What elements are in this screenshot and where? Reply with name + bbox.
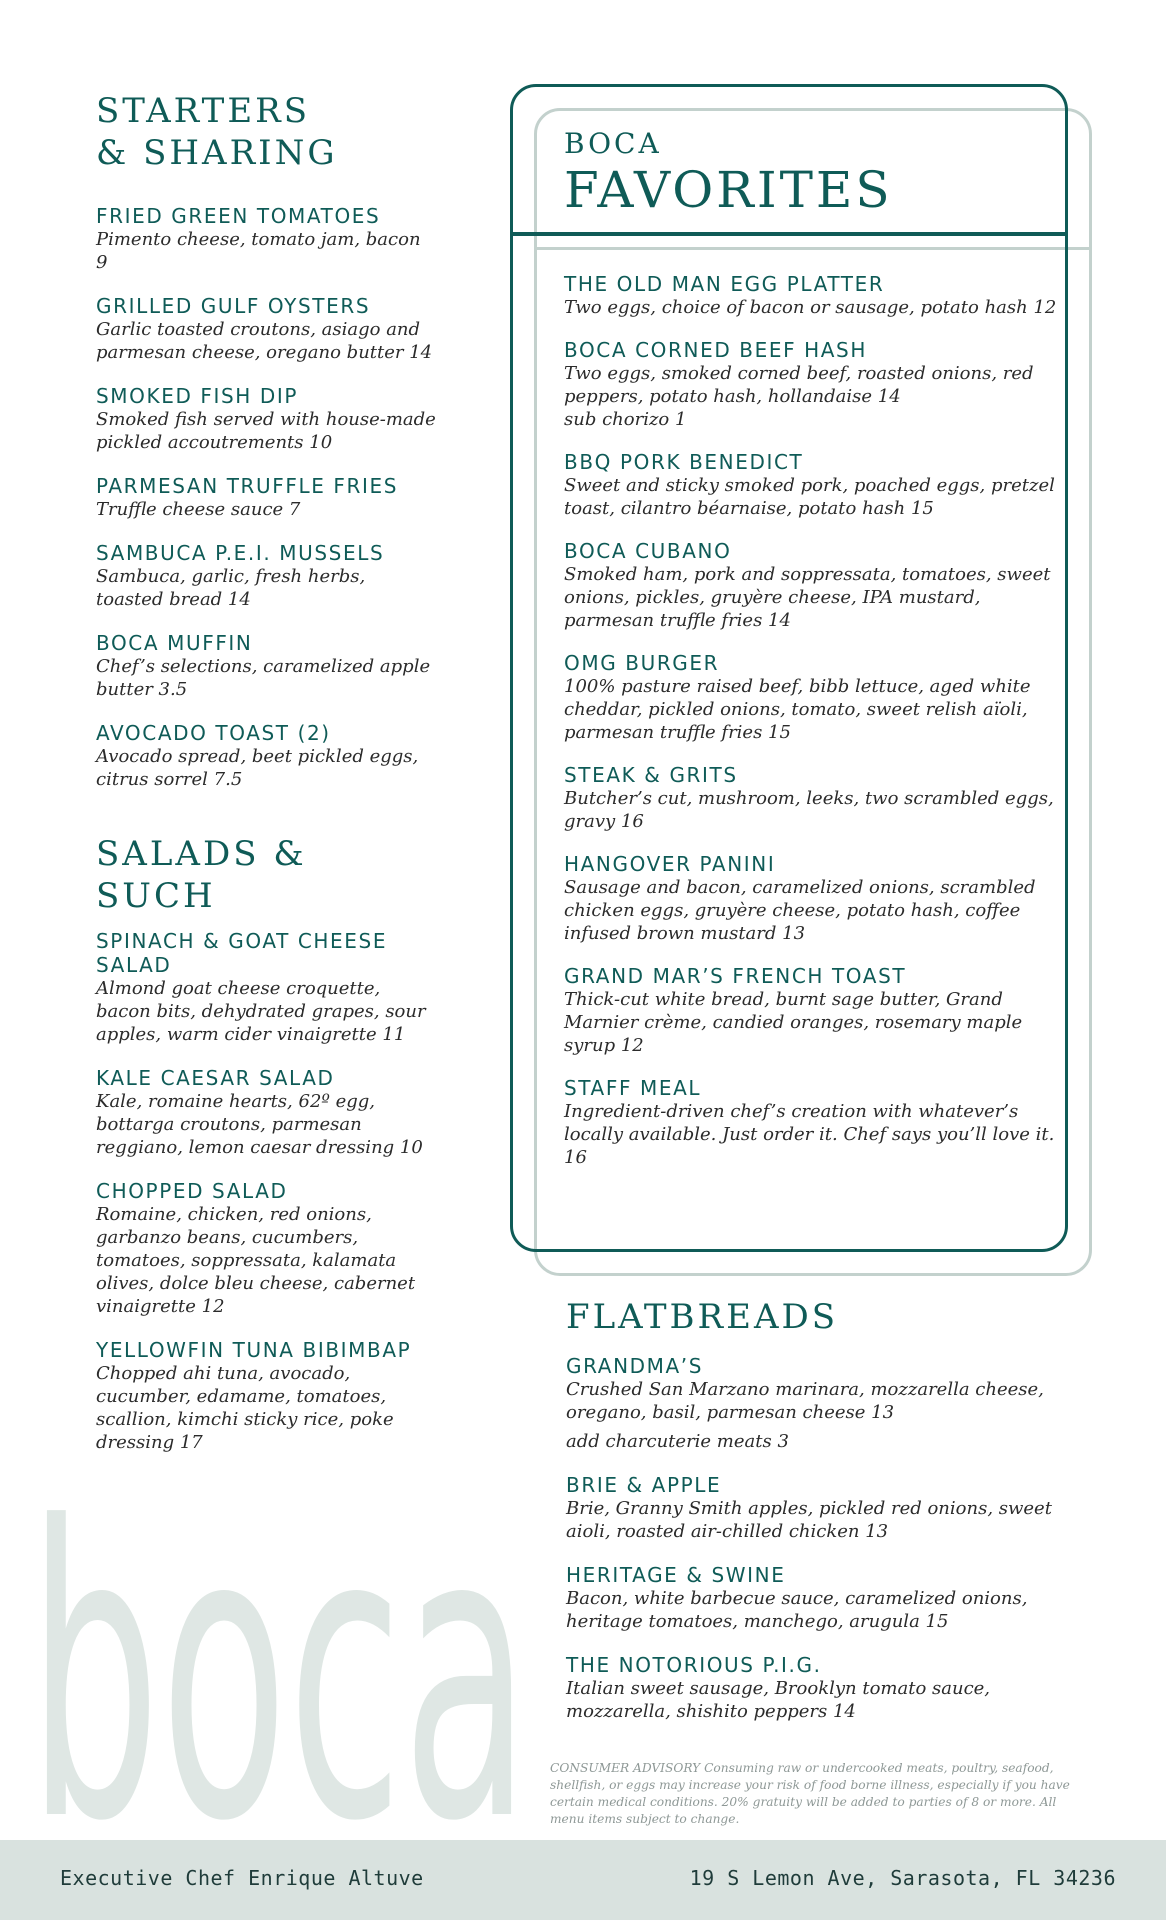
menu-item: [96, 631, 436, 701]
starters-section: [96, 90, 436, 791]
executive-chef: Executive Chef Enrique Altuve: [60, 1866, 424, 1890]
left-column: [96, 90, 436, 1474]
menu-item: [96, 1179, 436, 1318]
menu-item-description: Two eggs, smoked corned beef, roasted onions, red peppers, potato hash, hollandaise 14: [564, 363, 1034, 407]
menu-item-description: Brie, Granny Smith apples, pickled red onions, sweet aioli, roasted air-chilled chicken 13: [566, 1498, 1052, 1542]
menu-item: [96, 384, 436, 454]
favorites-divider: [510, 232, 1068, 236]
menu-item-description: Garlic toasted croutons, asiago and parmesan cheese, oregano butter 14: [96, 319, 433, 363]
menu-item-description: Chopped ahi tuna, avocado, cucumber, edamame, tomatoes, scallion, kimchi sticky rice, poke dressing 17: [96, 1363, 394, 1453]
menu-item-description: Italian sweet sausage, Brooklyn tomato sauce, mozzarella, shishito peppers 14: [566, 1678, 991, 1722]
menu-item: [564, 1076, 1064, 1169]
menu-item: [566, 1354, 1066, 1453]
menu-item: [96, 929, 436, 1046]
menu-item-name: YELLOWFIN TUNA BIBIMBAP: [96, 1338, 412, 1362]
menu-item: [96, 294, 436, 364]
menu-item-description: Bacon, white barbecue sauce, caramelized onions, heritage tomatoes, manchego, arugula 15: [566, 1588, 1028, 1632]
flatbreads-section: [566, 1296, 1066, 1743]
menu-item: [564, 539, 1064, 632]
menu-item-name: STAFF MEAL: [564, 1076, 702, 1100]
menu-item: [564, 964, 1064, 1057]
menu-item-name: BRIE & APPLE: [566, 1473, 722, 1497]
salads-title: SALADS & SUCH: [96, 834, 307, 916]
menu-item: [96, 474, 436, 521]
menu-item-name: THE OLD MAN EGG PLATTER: [564, 272, 885, 296]
menu-item-description: Truffle cheese sauce 7: [96, 499, 301, 520]
consumer-advisory: CONSUMER ADVISORY Consuming raw or undercooked meats, poultry, seafood, shellfish, or eggs may increase your risk of food borne illness, especially if you have certain medical conditions. 20% gratuity will be added to parties of 8 or more. All menu items subject to change.: [550, 1761, 1070, 1826]
menu-item-description: Romaine, chicken, red onions, garbanzo beans, cucumbers, tomatoes, soppressata, kalamata olives, dolce bleu cheese, cabernet vinaigrette 12: [96, 1204, 416, 1317]
menu-item-name: SPINACH & GOAT CHEESE SALAD: [96, 929, 388, 977]
menu-item-name: GRAND MAR’S FRENCH TOAST: [564, 964, 907, 988]
flatbreads-list: [566, 1354, 1066, 1723]
boca-watermark: [28, 1462, 530, 1820]
menu-item-description: Thick-cut white bread, burnt sage butter, Grand Marnier crème, candied oranges, rosemary maple syrup 12: [564, 989, 1023, 1056]
menu-item: [564, 763, 1064, 833]
menu-item-name: THE NOTORIOUS P.I.G.: [566, 1653, 822, 1677]
menu-item: [566, 1473, 1066, 1543]
menu-item: [564, 852, 1064, 945]
menu-item-description: Ingredient-driven chef’s creation with whatever’s locally available. Just order it. Chef says you’ll love it. 16: [564, 1101, 1055, 1168]
starters-title: [96, 90, 436, 174]
starters-title-line1: STARTERS: [96, 91, 311, 131]
favorites-title-small: BOCA: [564, 127, 662, 160]
favorites-header: [564, 128, 893, 220]
starters-title-line2: & SHARING: [96, 133, 338, 173]
menu-item-name: KALE CAESAR SALAD: [96, 1066, 335, 1090]
menu-item-description: Kale, romaine hearts, 62º egg, bottarga croutons, parmesan reggiano, lemon caesar dressing 10: [96, 1091, 423, 1158]
menu-item-name: SMOKED FISH DIP: [96, 384, 299, 408]
menu-item: [96, 541, 436, 611]
menu-item: [96, 204, 436, 274]
menu-item: [96, 721, 436, 791]
menu-item: [564, 338, 1064, 431]
menu-item-description: Sweet and sticky smoked pork, poached eggs, pretzel toast, cilantro béarnaise, potato hash 15: [564, 475, 1055, 519]
menu-item-name: AVOCADO TOAST (2): [96, 721, 331, 745]
menu-item-description: Avocado spread, beet pickled eggs, citrus sorrel 7.5: [96, 746, 419, 790]
menu-item-name: BOCA CORNED BEEF HASH: [564, 338, 867, 362]
menu-item: [566, 1653, 1066, 1723]
menu-item-name: HERITAGE & SWINE: [566, 1563, 786, 1587]
menu-item-addon: add charcuterie meats 3: [566, 1431, 789, 1452]
menu-item-description: Sambuca, garlic, fresh herbs, toasted bread 14: [96, 566, 366, 610]
favorites-title-large: FAVORITES: [564, 161, 893, 219]
menu-item-name: FRIED GREEN TOMATOES: [96, 204, 381, 228]
salads-list: [96, 929, 436, 1454]
salads-section: [96, 833, 436, 1454]
restaurant-address: 19 S Lemon Ave, Sarasota, FL 34236: [689, 1866, 1116, 1890]
menu-item: [566, 1563, 1066, 1633]
menu-item-description: Butcher’s cut, mushroom, leeks, two scrambled eggs, gravy 16: [564, 788, 1054, 832]
menu-item-description: Almond goat cheese croquette, bacon bits, dehydrated grapes, sour apples, warm cider vinaigrette 11: [96, 978, 426, 1045]
flatbreads-title: FLATBREADS: [566, 1297, 839, 1337]
menu-item: [96, 1338, 436, 1454]
menu-item-description: 100% pasture raised beef, bibb lettuce, aged white cheddar, pickled onions, tomato, sweet relish aïoli, parmesan truffle fries 15: [564, 676, 1031, 743]
menu-item: [564, 651, 1064, 744]
menu-item: [564, 272, 1064, 319]
menu-item-description: Sausage and bacon, caramelized onions, scrambled chicken eggs, gruyère cheese, potato hash, coffee infused brown mustard 13: [564, 877, 1036, 944]
menu-item-addon: sub chorizo 1: [564, 409, 687, 430]
menu-item-name: BOCA MUFFIN: [96, 631, 253, 655]
menu-item-name: GRILLED GULF OYSTERS: [96, 294, 371, 318]
menu-item: [96, 1066, 436, 1159]
menu-item-description: Chef’s selections, caramelized apple butter 3.5: [96, 656, 431, 700]
menu-item-description: Two eggs, choice of bacon or sausage, potato hash 12: [564, 297, 1057, 318]
menu-item-name: HANGOVER PANINI: [564, 852, 776, 876]
menu-item-name: PARMESAN TRUFFLE FRIES: [96, 474, 399, 498]
menu-item-description: Pimento cheese, tomato jam, bacon 9: [96, 229, 421, 273]
starters-list: [96, 204, 436, 791]
menu-item-name: SAMBUCA P.E.I. MUSSELS: [96, 541, 385, 565]
menu-item-description: Crushed San Marzano marinara, mozzarella cheese, oregano, basil, parmesan cheese 13: [566, 1379, 1044, 1423]
menu-item-name: STEAK & GRITS: [564, 763, 738, 787]
boca-watermark-text: boca: [28, 1462, 530, 1820]
favorites-list: [564, 272, 1064, 1188]
menu-item-name: BBQ PORK BENEDICT: [564, 450, 804, 474]
menu-item-description: Smoked ham, pork and soppressata, tomatoes, sweet onions, pickles, gruyère cheese, IPA mustard, parmesan truffle fries 14: [564, 564, 1051, 631]
menu-item: [564, 450, 1064, 520]
footer-bar: [0, 1840, 1166, 1920]
menu-item-description: Smoked fish served with house-made pickled accoutrements 10: [96, 409, 436, 453]
menu-item-name: OMG BURGER: [564, 651, 720, 675]
menu-item-name: BOCA CUBANO: [564, 539, 732, 563]
menu-item-name: CHOPPED SALAD: [96, 1179, 288, 1203]
menu-item-name: GRANDMA’S: [566, 1354, 704, 1378]
